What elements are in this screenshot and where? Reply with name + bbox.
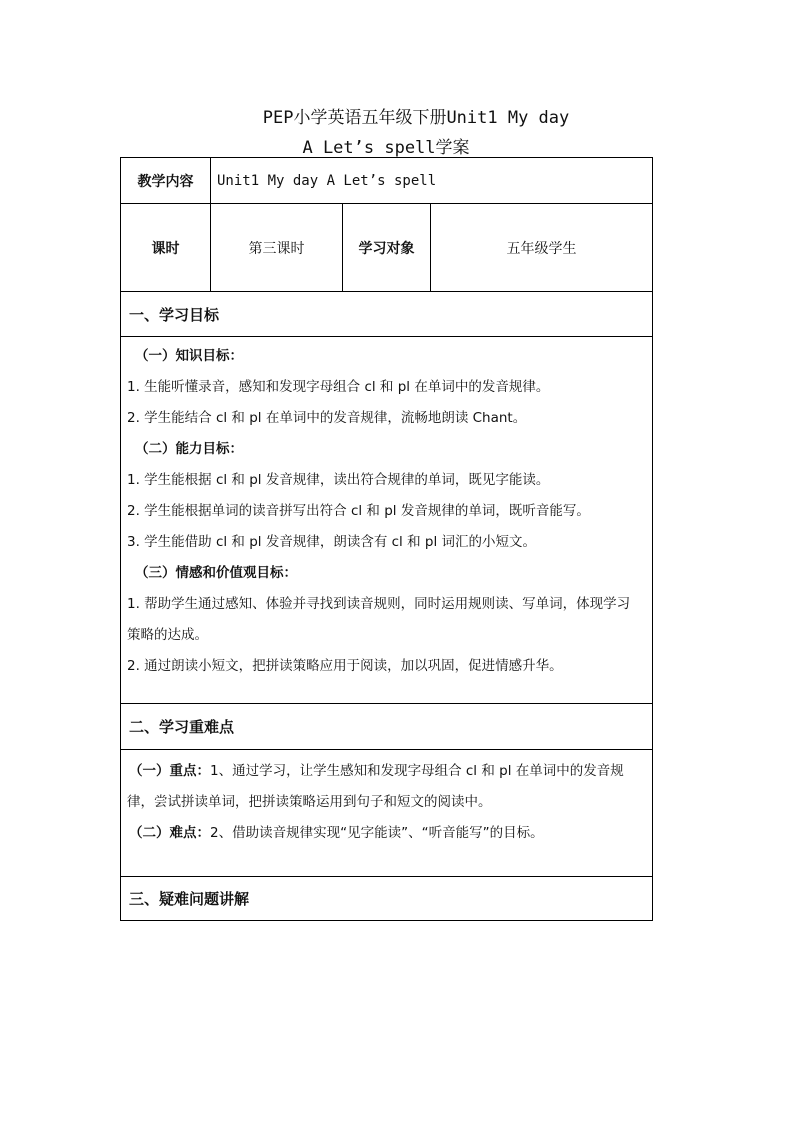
content-label: 教学内容 [121,158,211,204]
period-row [121,204,653,292]
document-title-line1: PEP小学英语五年级下册Unit1 My day [262,108,570,128]
difficult-point [127,818,646,849]
knowledge-goal-1: 1. 生能听懂录音，感知和发现字母组合 cl 和 pl 在单词中的发音规律。 [127,379,550,395]
period-value: 第三课时 [211,204,343,292]
difficult-point-text: 2、借助读音规律实现“见字能读”、“听音能写”的目标。 [210,825,544,841]
section2-content-row [121,750,653,877]
key-point-text: 1、通过学习，让学生感知和发现字母组合 cl 和 pl 在单词中的发音规律，尝试拼读单词，把拼读策略运用到句子和短文的阅读中。 [127,763,624,810]
section1-content-row [121,337,653,704]
difficult-point-label: （二）难点： [129,825,210,841]
section1-heading-row [121,292,653,337]
ability-goals-heading: （二）能力目标： [135,441,243,457]
section2-heading-row [121,704,653,750]
lesson-plan-table [120,157,653,921]
ability-goal-2: 2. 学生能根据单词的读音拼写出符合 cl 和 pl 发音规律的单词，既听音能写。 [127,503,590,519]
key-point [127,756,639,818]
document-title-line2: A Let’s spell学案 [302,138,470,158]
section3-heading: 三、疑难问题讲解 [121,877,653,921]
ability-goal-3: 3. 学生能借助 cl 和 pl 发音规律，朗读含有 cl 和 pl 词汇的小短文。 [127,534,536,550]
content-row [121,158,653,204]
section2-content [121,750,653,877]
emotion-goal-1: 1. 帮助学生通过感知、体验并寻找到读音规则，同时运用规则读、写单词，体现学习策略的达成。 [127,596,631,643]
section2-heading: 二、学习重难点 [121,704,653,750]
knowledge-goal-2: 2. 学生能结合 cl 和 pl 在单词中的发音规律，流畅地朗读 Chant。 [127,410,527,426]
emotion-goals-heading: （三）情感和价值观目标： [135,565,297,581]
period-label: 课时 [121,204,211,292]
ability-goal-1: 1. 学生能根据 cl 和 pl 发音规律，读出符合规律的单词，既见字能读。 [127,472,550,488]
section1-heading: 一、学习目标 [121,292,653,337]
target-label: 学习对象 [343,204,431,292]
content-value: Unit1 My day A Let’s spell [211,158,653,204]
knowledge-goals-heading: （一）知识目标： [135,348,243,364]
section3-heading-row [121,877,653,921]
section1-content [121,337,653,704]
target-value: 五年级学生 [431,204,653,292]
emotion-goal-2: 2. 通过朗读小短文，把拼读策略应用于阅读，加以巩固，促进情感升华。 [127,658,563,674]
key-point-label: （一）重点： [129,763,210,779]
